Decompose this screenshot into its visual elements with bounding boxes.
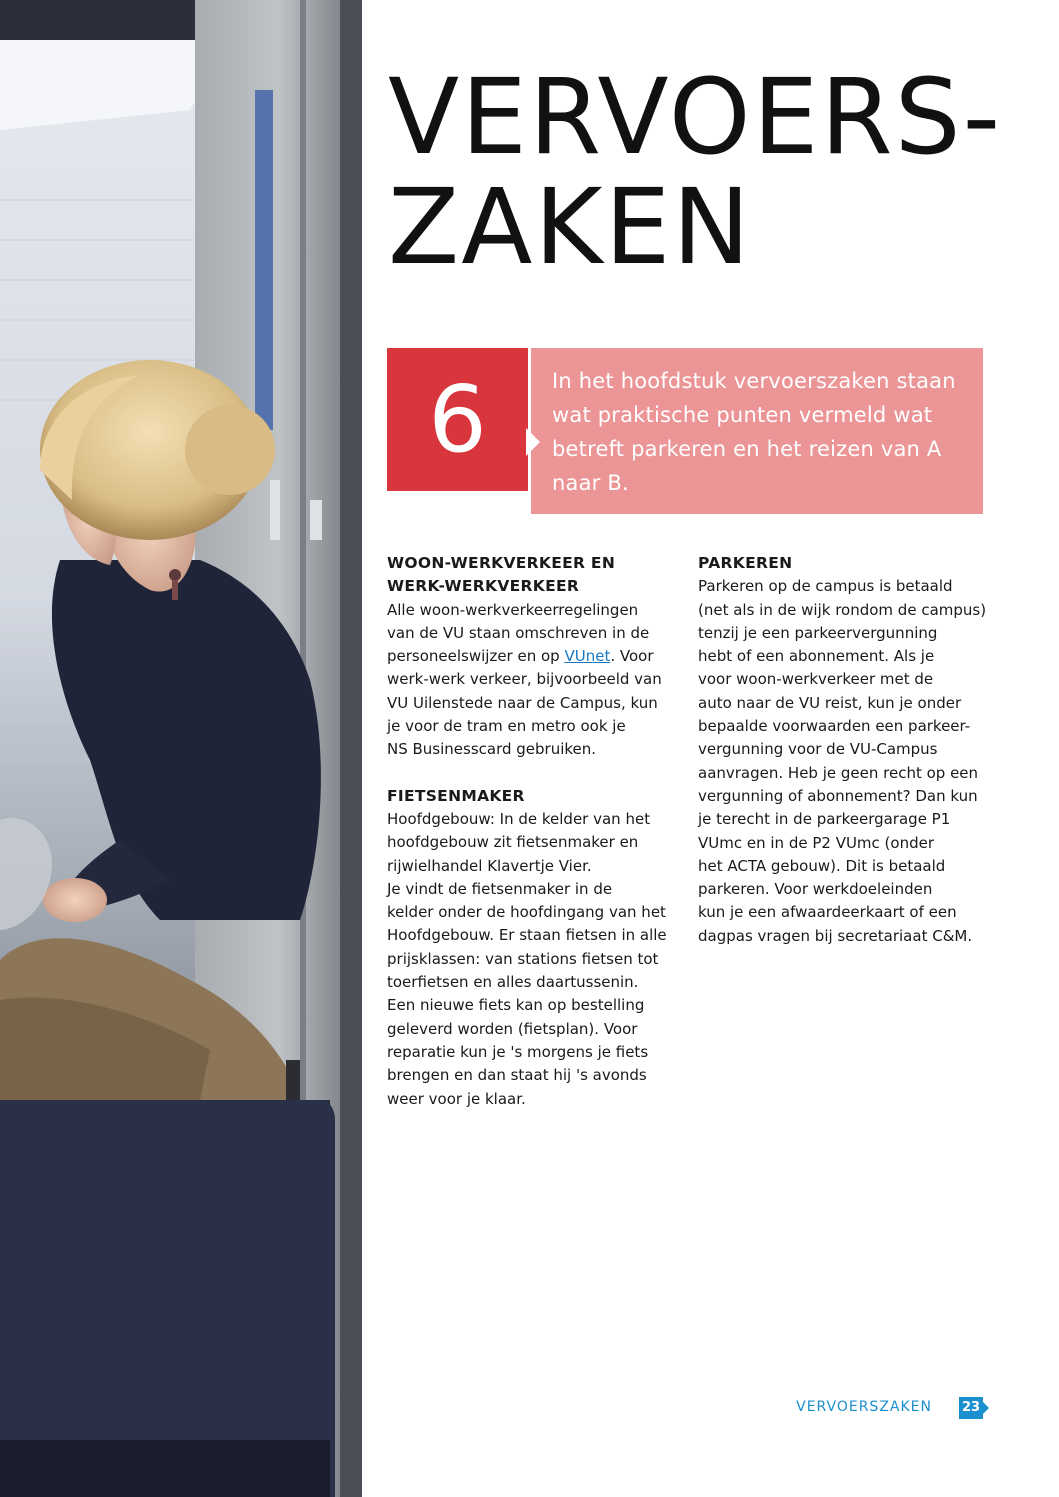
woon-text-before: Alle woon-werkverkeerregelingen van de VU staan omschreven in de personeelswijzer en op xyxy=(387,600,650,666)
section-heading-woon-werkverkeer: WOON-WERKVERKEER EN WERK-WERKVERKEER xyxy=(387,554,616,596)
section-heading-fietsenmaker: FIETSENMAKER xyxy=(387,786,525,805)
footer-section-label: VERVOERSZAKEN xyxy=(796,1399,932,1415)
woon-text-after: . Voor werk-werk verkeer, bijvoorbeeld van VU Uilenstede naar de Campus, kun je voor de tram en metro ook je NS Businesscard gebruiken. xyxy=(387,647,662,759)
chapter-number: 6 xyxy=(428,366,487,473)
section-text-parkeren: Parkeren op de campus is betaald (net als in de wijk rondom de campus) tenzij je een parkeervergunning hebt of een abonnement. Als je voor woon-werkverkeer met de auto naar de VU reist, kun je onder bepaalde voorwaarden een parkeer- vergunning voor de VU-Campus aanvragen. Heb je geen recht op een vergunning of abonnement? Dan kun je terecht in de parkeergarage P1 VUmc en in de P2 VUmc (onder het ACTA gebouw). Dit is betaald parkeren. Voor werkdoeleinden kun je een afwaardeerkaart of een dagpas vragen bij secretariaat C&M. xyxy=(698,577,987,945)
chapter-intro-text: In het hoofdstuk vervoerszaken staan wat praktische punten vermeld wat betreft parkeren en het reizen van A naar B. xyxy=(552,369,956,495)
spacer xyxy=(387,762,677,785)
column-right xyxy=(698,552,998,948)
title-line-2: ZAKEN xyxy=(388,166,753,288)
section-text-fietsenmaker: Hoofdgebouw: In de kelder van het hoofdgebouw zit fietsenmaker en rijwielhandel Klavertje Vier. Je vindt de fietsenmaker in de kelder onder de hoofdingang van het Hoofdgebouw. Er staan fietsen in alle prijsklassen: van stations fietsen tot toerfietsen en alles daartussenin. Een nieuwe fiets kan op bestelling geleverd worden (fietsplan). Voor reparatie kun je 's morgens je fiets brengen en dan staat hij 's avonds weer voor je klaar. xyxy=(387,809,667,1108)
page-title xyxy=(388,56,1028,288)
page-number-badge: 23 xyxy=(959,1397,983,1419)
chapter-number-box xyxy=(387,348,528,491)
page-arrow-icon xyxy=(983,1402,989,1414)
column-left xyxy=(387,552,677,1111)
vunet-link[interactable]: VUnet xyxy=(564,647,611,666)
section-text-woon-werkverkeer xyxy=(387,599,677,762)
section-heading-parkeren: PARKEREN xyxy=(698,554,793,572)
title-line-1: VERVOERS- xyxy=(388,56,1003,178)
cover-photo xyxy=(0,0,362,1497)
chevron-right-icon xyxy=(526,428,540,456)
